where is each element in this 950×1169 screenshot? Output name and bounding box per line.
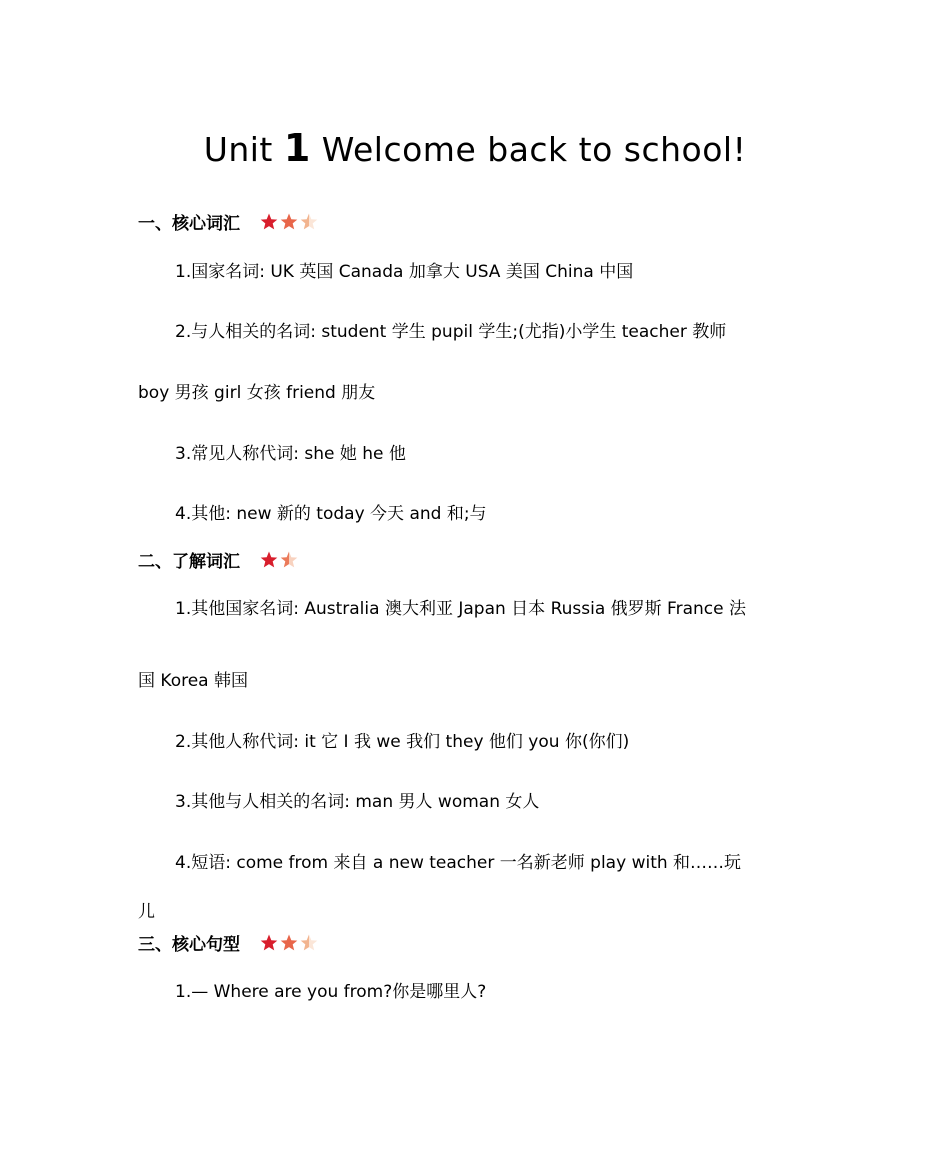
section-heading-text: 二、了解词汇 [138,552,240,572]
vocab-line: 3.其他与人相关的名词: man 男人 woman 女人 [175,792,540,812]
title-number: 1 [283,126,311,170]
half-star-icon [301,214,318,230]
vocab-line: 4.其他: new 新的 today 今天 and 和;与 [175,504,487,524]
section-heading-text: 一、核心词汇 [138,214,240,234]
vocab-line: 3.常见人称代词: she 她 he 他 [175,444,406,464]
star-icon [261,935,278,951]
section-heading-extra-vocab [138,547,300,572]
title-suffix: Welcome back to school! [310,130,747,169]
vocab-line: 国 Korea 韩国 [138,671,249,691]
section-heading-text: 三、核心句型 [138,935,240,955]
vocab-line: 1.其他国家名词: Australia 澳大利亚 Japan 日本 Russia 俄罗斯 France 法 [175,599,746,619]
star-icon [261,214,278,230]
page-title [0,126,950,170]
section-heading-core-vocab [138,209,320,234]
rating-stars [260,213,320,231]
sentence-line: 1.— Where are you from?你是哪里人? [175,982,487,1002]
vocab-line: boy 男孩 girl 女孩 friend 朋友 [138,383,376,403]
vocab-line: 2.其他人称代词: it 它 I 我 we 我们 they 他们 you 你(你们) [175,732,630,752]
title-prefix: Unit [203,130,284,169]
half-star-icon [301,935,318,951]
vocab-line: 1.国家名词: UK 英国 Canada 加拿大 USA 美国 China 中国 [175,262,634,282]
vocab-line: 4.短语: come from 来自 a new teacher 一名新老师 play with 和……玩 [175,853,742,873]
rating-stars [260,551,300,569]
half-star-icon [281,552,298,568]
star-icon [281,214,298,230]
section-heading-core-sentences [138,930,320,955]
vocab-line: 2.与人相关的名词: student 学生 pupil 学生;(尤指)小学生 teacher 教师 [175,322,727,342]
star-icon [281,935,298,951]
star-icon [261,552,278,568]
rating-stars [260,934,320,952]
vocab-line: 儿 [138,902,155,922]
